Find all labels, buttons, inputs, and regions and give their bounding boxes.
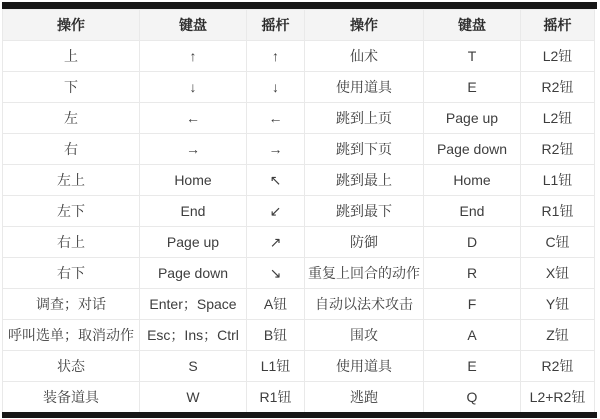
table-cell: 下	[3, 72, 140, 103]
table-cell: E	[424, 72, 521, 103]
table-cell: D	[424, 227, 521, 258]
top-divider-bar	[2, 2, 597, 9]
table-cell: Home	[424, 165, 521, 196]
table-cell: L2钮	[521, 41, 595, 72]
table-cell: Enter；Space	[140, 289, 247, 320]
table-cell: Home	[140, 165, 247, 196]
left-header-action: 操作	[3, 10, 140, 41]
table-cell: L1钮	[521, 165, 595, 196]
table-cell: A钮	[247, 289, 305, 320]
table-cell: R2钮	[521, 351, 595, 382]
table-cell: Y钮	[521, 289, 595, 320]
table-cell: Z钮	[521, 320, 595, 351]
table-cell: 状态	[3, 351, 140, 382]
table-cell: 左下	[3, 196, 140, 227]
table-cell: 左上	[3, 165, 140, 196]
table-cell: 装备道具	[3, 382, 140, 413]
table-cell: B钮	[247, 320, 305, 351]
right-arrow-joystick: →	[247, 134, 305, 165]
down-left-arrow-joystick: ↙	[247, 196, 305, 227]
up-arrow-joystick: ↑	[247, 41, 305, 72]
table-cell: 调查；对话	[3, 289, 140, 320]
table-cell: L2+R2钮	[521, 382, 595, 413]
table-cell: X钮	[521, 258, 595, 289]
up-left-arrow-joystick: ↖	[247, 165, 305, 196]
table-cell: F	[424, 289, 521, 320]
table-cell: 右下	[3, 258, 140, 289]
table-cell: C钮	[521, 227, 595, 258]
table-cell: L1钮	[247, 351, 305, 382]
table-cell: End	[424, 196, 521, 227]
table-cell: 呼叫选单；取消动作	[3, 320, 140, 351]
table-cell: T	[424, 41, 521, 72]
table-cell: R	[424, 258, 521, 289]
left-arrow-key: ←	[140, 103, 247, 134]
table-cell: End	[140, 196, 247, 227]
table-cell: 左	[3, 103, 140, 134]
down-arrow-key: ↓	[140, 72, 247, 103]
table-cell: Q	[424, 382, 521, 413]
up-arrow-key: ↑	[140, 41, 247, 72]
table-cell: E	[424, 351, 521, 382]
right-header-joystick: 摇杆	[521, 10, 595, 41]
table-cell: Page down	[140, 258, 247, 289]
table-cell: 跳到最下	[305, 196, 424, 227]
table-cell: 围攻	[305, 320, 424, 351]
table-cell: 跳到上页	[305, 103, 424, 134]
table-cell: R1钮	[521, 196, 595, 227]
table-cell: 防御	[305, 227, 424, 258]
table-cell: 右	[3, 134, 140, 165]
table-cell: S	[140, 351, 247, 382]
left-arrow-joystick: ←	[247, 103, 305, 134]
table-cell: 仙术	[305, 41, 424, 72]
left-header-joystick: 摇杆	[247, 10, 305, 41]
table-cell: R1钮	[247, 382, 305, 413]
table-cell: 使用道具	[305, 72, 424, 103]
table-cell: R2钮	[521, 72, 595, 103]
right-header-keyboard: 键盘	[424, 10, 521, 41]
down-right-arrow-joystick: ↘	[247, 258, 305, 289]
table-cell: Page up	[424, 103, 521, 134]
up-right-arrow-joystick: ↗	[247, 227, 305, 258]
down-arrow-joystick: ↓	[247, 72, 305, 103]
table-cell: 跳到最上	[305, 165, 424, 196]
right-arrow-key: →	[140, 134, 247, 165]
keybinding-table	[2, 9, 595, 413]
right-header-action: 操作	[305, 10, 424, 41]
table-cell: 自动以法术攻击	[305, 289, 424, 320]
table-cell: L2钮	[521, 103, 595, 134]
bottom-divider-bar	[2, 412, 597, 418]
table-cell: 右上	[3, 227, 140, 258]
left-header-keyboard: 键盘	[140, 10, 247, 41]
table-cell: 使用道具	[305, 351, 424, 382]
table-cell: R2钮	[521, 134, 595, 165]
table-cell: 上	[3, 41, 140, 72]
table-cell: A	[424, 320, 521, 351]
table-cell: Esc；Ins；Ctrl	[140, 320, 247, 351]
table-cell: 跳到下页	[305, 134, 424, 165]
table-cell: 逃跑	[305, 382, 424, 413]
table-cell: Page down	[424, 134, 521, 165]
table-cell: 重复上回合的动作	[305, 258, 424, 289]
table-cell: Page up	[140, 227, 247, 258]
table-cell: W	[140, 382, 247, 413]
